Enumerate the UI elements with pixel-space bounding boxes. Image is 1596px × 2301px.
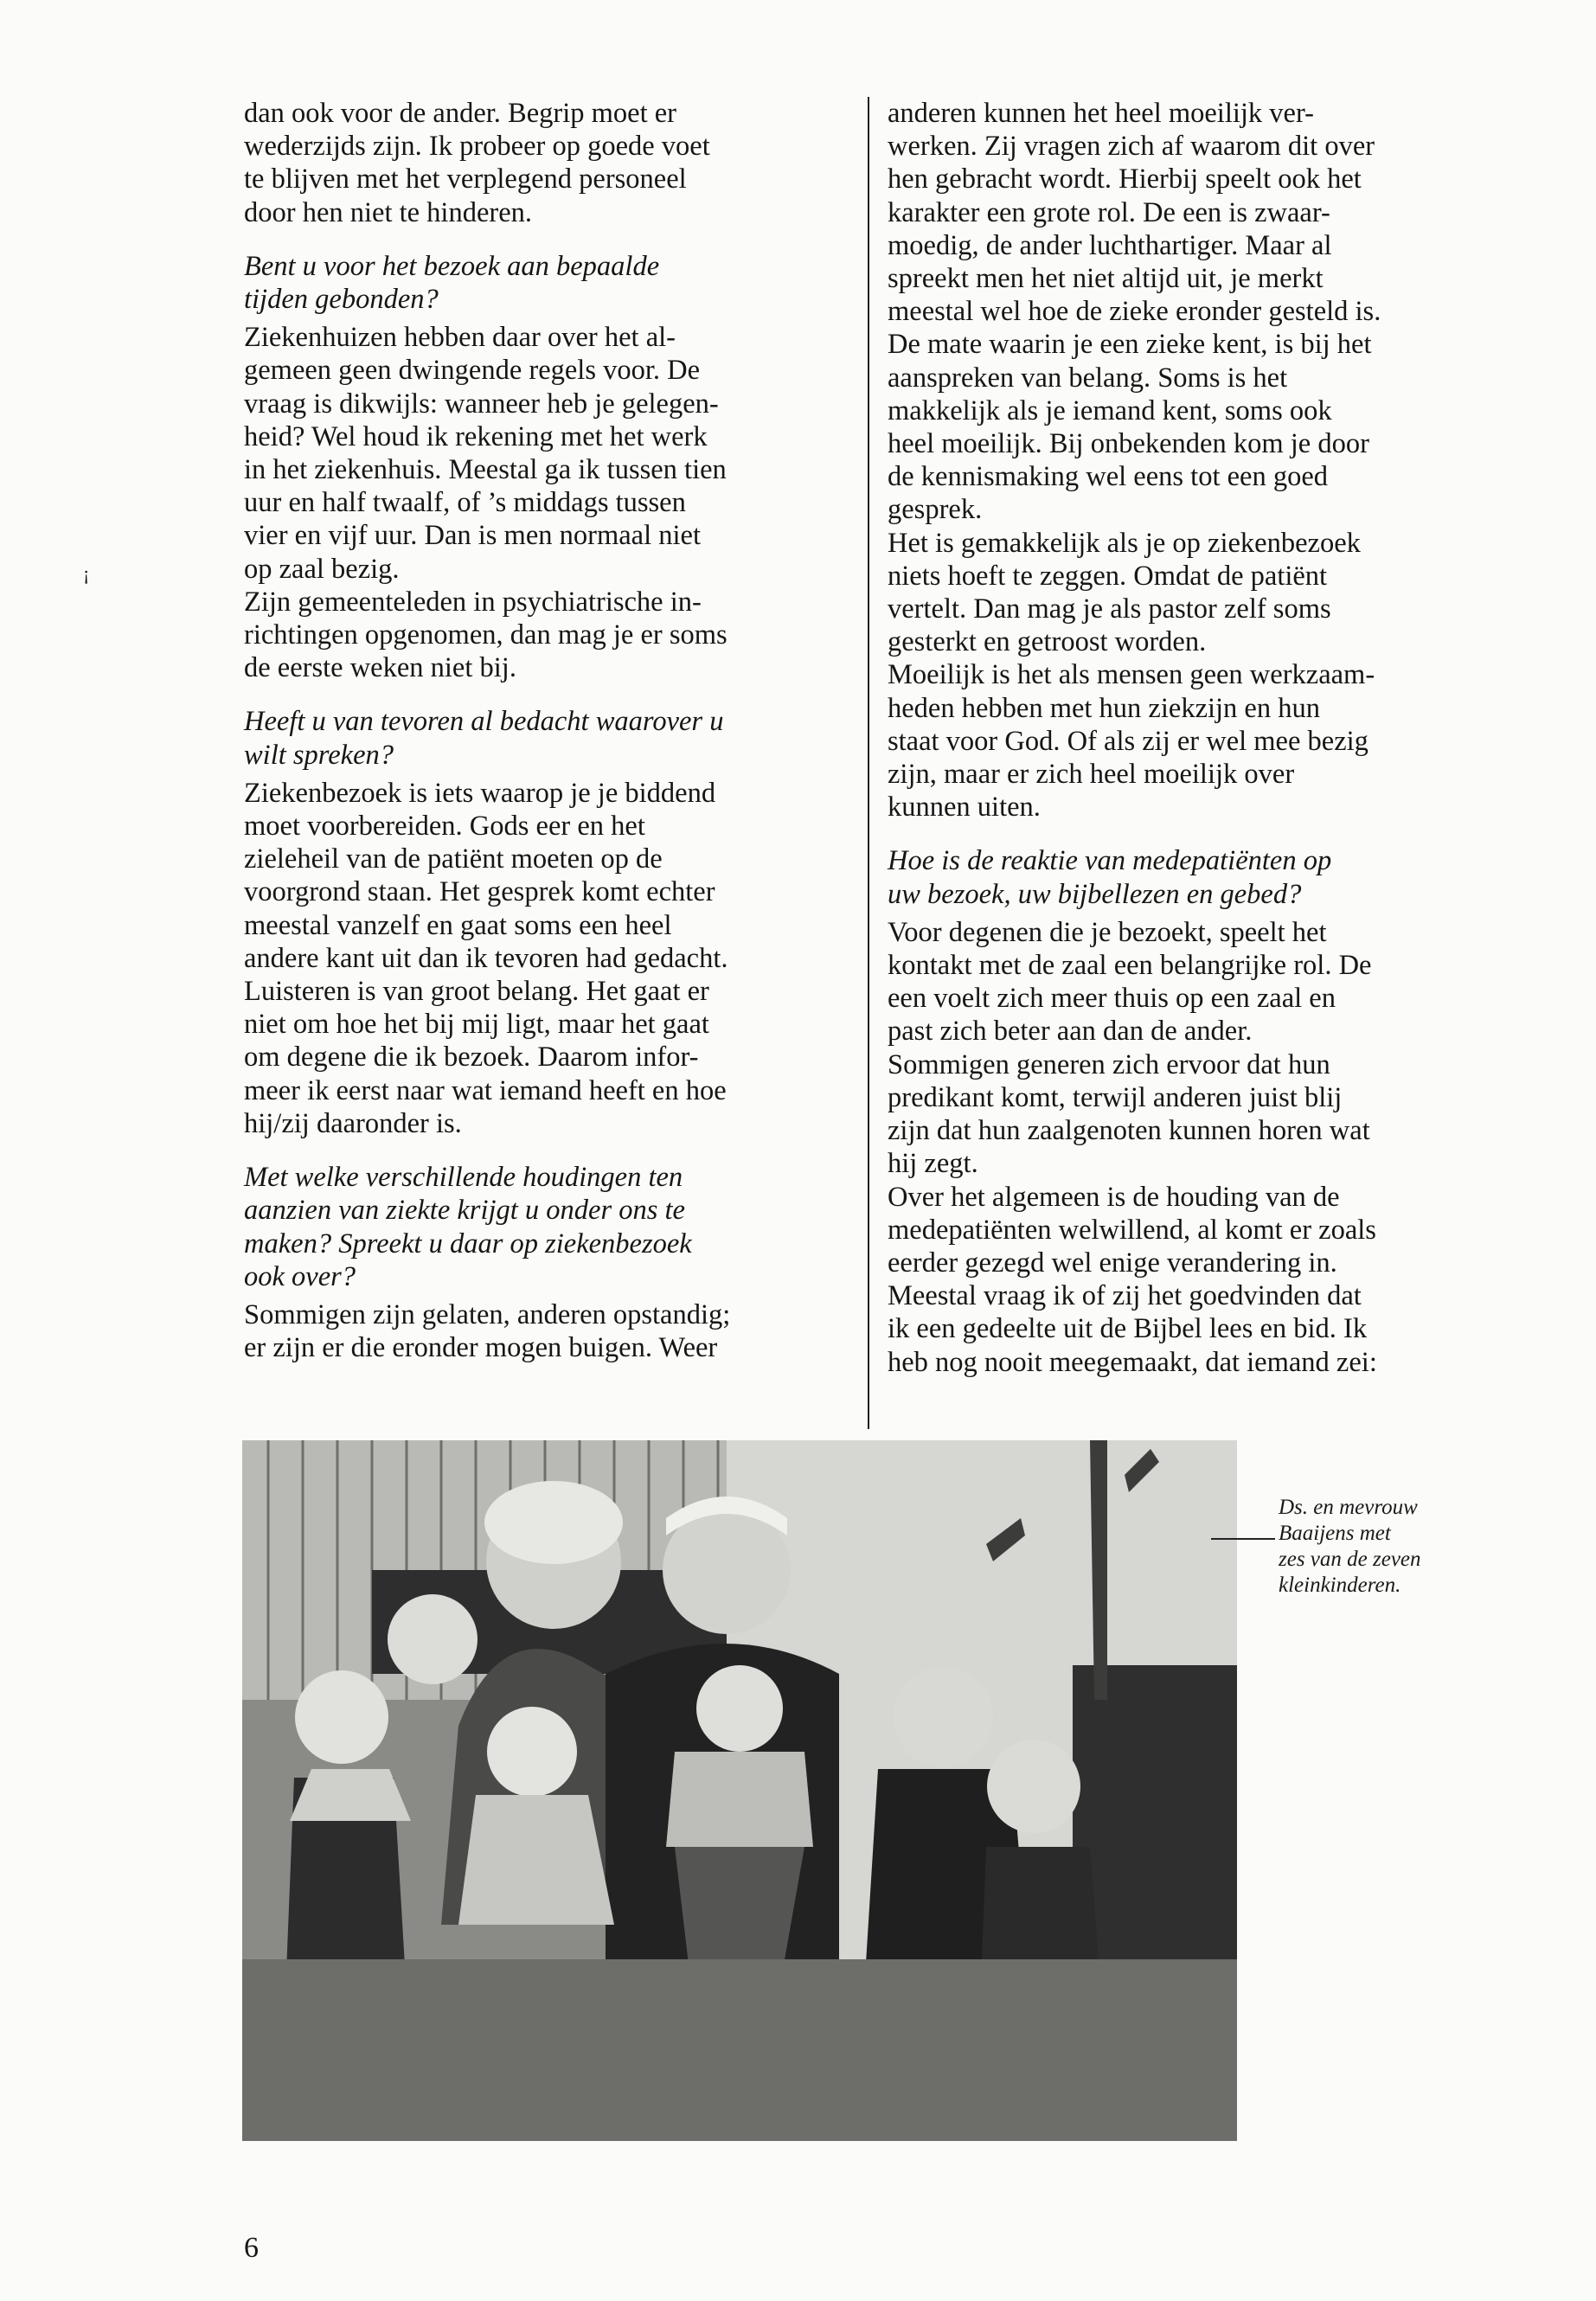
answer-paragraph	[888, 916, 1493, 1379]
text-line: kunnen uiten.	[888, 792, 1041, 824]
text-line: de eerste weken niet bij.	[244, 652, 516, 684]
text-line: eerder gezegd wel enige verandering in.	[888, 1247, 1337, 1279]
text-line: gesterkt en getroost worden.	[888, 626, 1207, 658]
caption-line: Ds. en mevrouw	[1279, 1496, 1418, 1519]
text-line: richtingen opgenomen, dan mag je er soms	[244, 619, 727, 651]
text-line: Sommigen zijn gelaten, anderen opstandig;	[244, 1298, 731, 1330]
text-line: meestal wel hoe de zieke eronder gesteld is.	[888, 296, 1381, 328]
text-line: Over het algemeen is de houding van de	[888, 1181, 1340, 1213]
text-line: vraag is dikwijls: wanneer heb je gelegen-	[244, 388, 719, 420]
text-line: de kennismaking wel eens tot een goed	[888, 461, 1329, 493]
text-line: aanspreken van belang. Soms is het	[888, 362, 1288, 394]
text-line: werken. Zij vragen zich af waarom dit over	[888, 131, 1375, 163]
caption-line: Baaijens met	[1279, 1522, 1391, 1545]
text-line: aanzien van ziekte krijgt u onder ons te	[244, 1195, 685, 1227]
text-line: een voelt zich meer thuis op een zaal en	[888, 983, 1336, 1015]
text-line: maken? Spreekt u daar op ziekenbezoek	[244, 1227, 692, 1259]
right-column	[888, 97, 1493, 1379]
text-line: Ziekenbezoek is iets waarop je je biddend	[244, 777, 716, 809]
text-line: op zaal bezig.	[244, 553, 400, 585]
text-line: zieleheil van de patiënt moeten op de	[244, 843, 663, 875]
caption-line: kleinkinderen.	[1279, 1574, 1401, 1597]
text-line: hij/zij daaronder is.	[244, 1107, 462, 1139]
interview-question	[244, 250, 849, 316]
column-divider	[868, 97, 869, 1429]
text-line: Voor degenen die je bezoekt, speelt het	[888, 916, 1327, 948]
text-line: vier en vijf uur. Dan is men normaal niet	[244, 520, 701, 552]
text-line: dan ook voor de ander. Begrip moet er	[244, 98, 676, 129]
page-number: 6	[244, 2232, 259, 2264]
text-line: meer ik eerst naar wat iemand heeft en hoe	[244, 1074, 727, 1106]
text-line: in het ziekenhuis. Meestal ga ik tussen tien	[244, 454, 727, 486]
text-line: De mate waarin je een zieke kent, is bij het	[888, 329, 1372, 361]
text-line: staat voor God. Of als zij er wel mee bezig	[888, 725, 1368, 757]
text-line: wilt spreken?	[244, 739, 394, 771]
text-line: gesprek.	[888, 494, 983, 526]
caption-leader-line	[1211, 1538, 1275, 1540]
text-line: heb nog nooit meegemaakt, dat iemand zei:	[888, 1346, 1377, 1378]
text-line: meestal vanzelf en gaat soms een heel	[244, 909, 672, 941]
text-line: hij zegt.	[888, 1148, 978, 1180]
text-line: Heeft u van tevoren al bedacht waarover u	[244, 706, 724, 738]
text-line: om degene die ik bezoek. Daarom infor-	[244, 1042, 699, 1074]
text-line: zijn, maar er zich heel moeilijk over	[888, 759, 1295, 791]
text-line: karakter een grote rol. De een is zwaar-	[888, 196, 1330, 228]
text-line: Moeilijk is het als mensen geen werkzaam-	[888, 659, 1375, 691]
text-line: heel moeilijk. Bij onbekenden kom je door	[888, 428, 1369, 460]
family-photo	[242, 1440, 1237, 2141]
text-line: er zijn er die eronder mogen buigen. Weer	[244, 1332, 718, 1364]
text-line: ik een gedeelte uit de Bijbel lees en bid. Ik	[888, 1313, 1368, 1345]
text-line: Met welke verschillende houdingen ten	[244, 1162, 683, 1194]
text-line: medepatiënten welwillend, al komt er zoals	[888, 1214, 1376, 1246]
answer-paragraph	[244, 321, 849, 684]
text-line: Sommigen generen zich ervoor dat hun	[888, 1048, 1330, 1080]
text-line: Zijn gemeenteleden in psychiatrische in-	[244, 586, 702, 618]
text-line: heden hebben met hun ziekzijn en hun	[888, 692, 1320, 724]
text-line: tijden gebonden?	[244, 284, 439, 316]
text-line: uw bezoek, uw bijbellezen en gebed?	[888, 878, 1302, 910]
answer-paragraph	[244, 97, 849, 229]
text-line: andere kant uit dan ik tevoren had gedacht.	[244, 942, 728, 974]
text-line: spreekt men het niet altijd uit, je merkt	[888, 263, 1324, 295]
interview-question	[244, 705, 849, 771]
text-line: zijn dat hun zaalgenoten kunnen horen wat	[888, 1115, 1370, 1147]
photo-caption	[1279, 1495, 1503, 1599]
text-line: makkelijk als je iemand kent, soms ook	[888, 394, 1332, 426]
text-line: kontakt met de zaal een belangrijke rol. De	[888, 950, 1372, 982]
answer-paragraph	[244, 777, 849, 1140]
text-line: anderen kunnen het heel moeilijk ver-	[888, 98, 1314, 129]
text-line: Meestal vraag ik of zij het goedvinden dat	[888, 1280, 1362, 1312]
text-line: voorgrond staan. Het gesprek komt echter	[244, 876, 715, 908]
text-line: door hen niet te hinderen.	[244, 196, 533, 228]
margin-mark: ¡	[83, 562, 90, 584]
text-line: te blijven met het verplegend personeel	[244, 163, 687, 195]
text-line: niet om hoe het bij mij ligt, maar het gaat	[244, 1009, 709, 1041]
interview-question	[244, 1161, 849, 1293]
text-line: moedig, de ander luchthartiger. Maar al	[888, 229, 1332, 261]
text-line: Ziekenhuizen hebben daar over het al-	[244, 322, 676, 354]
interview-question	[888, 844, 1493, 910]
text-line: Hoe is de reaktie van medepatiënten op	[888, 845, 1332, 877]
text-line: heid? Wel houd ik rekening met het werk	[244, 420, 708, 452]
text-line: past zich beter aan dan de ander.	[888, 1016, 1253, 1048]
text-line: gemeen geen dwingende regels voor. De	[244, 355, 701, 387]
text-line: uur en half twaalf, of ’s middags tussen	[244, 487, 686, 519]
text-line: predikant komt, terwijl anderen juist blij	[888, 1081, 1343, 1113]
text-line: vertelt. Dan mag je als pastor zelf soms	[888, 593, 1331, 625]
text-line: Het is gemakkelijk als je op ziekenbezoek	[888, 527, 1361, 559]
text-line: Bent u voor het bezoek aan bepaalde	[244, 250, 660, 282]
text-line: ook over?	[244, 1260, 356, 1292]
text-line: wederzijds zijn. Ik probeer op goede voet	[244, 131, 710, 163]
text-line: moet voorbereiden. Gods eer en het	[244, 811, 645, 843]
caption-line: zes van de zeven	[1279, 1548, 1421, 1571]
text-line: Luisteren is van groot belang. Het gaat er	[244, 976, 709, 1008]
answer-paragraph	[888, 97, 1493, 824]
answer-paragraph	[244, 1298, 849, 1364]
text-line: niets hoeft te zeggen. Omdat de patiënt	[888, 560, 1328, 592]
left-column	[244, 97, 849, 1364]
text-line: hen gebracht wordt. Hierbij speelt ook het	[888, 163, 1362, 195]
